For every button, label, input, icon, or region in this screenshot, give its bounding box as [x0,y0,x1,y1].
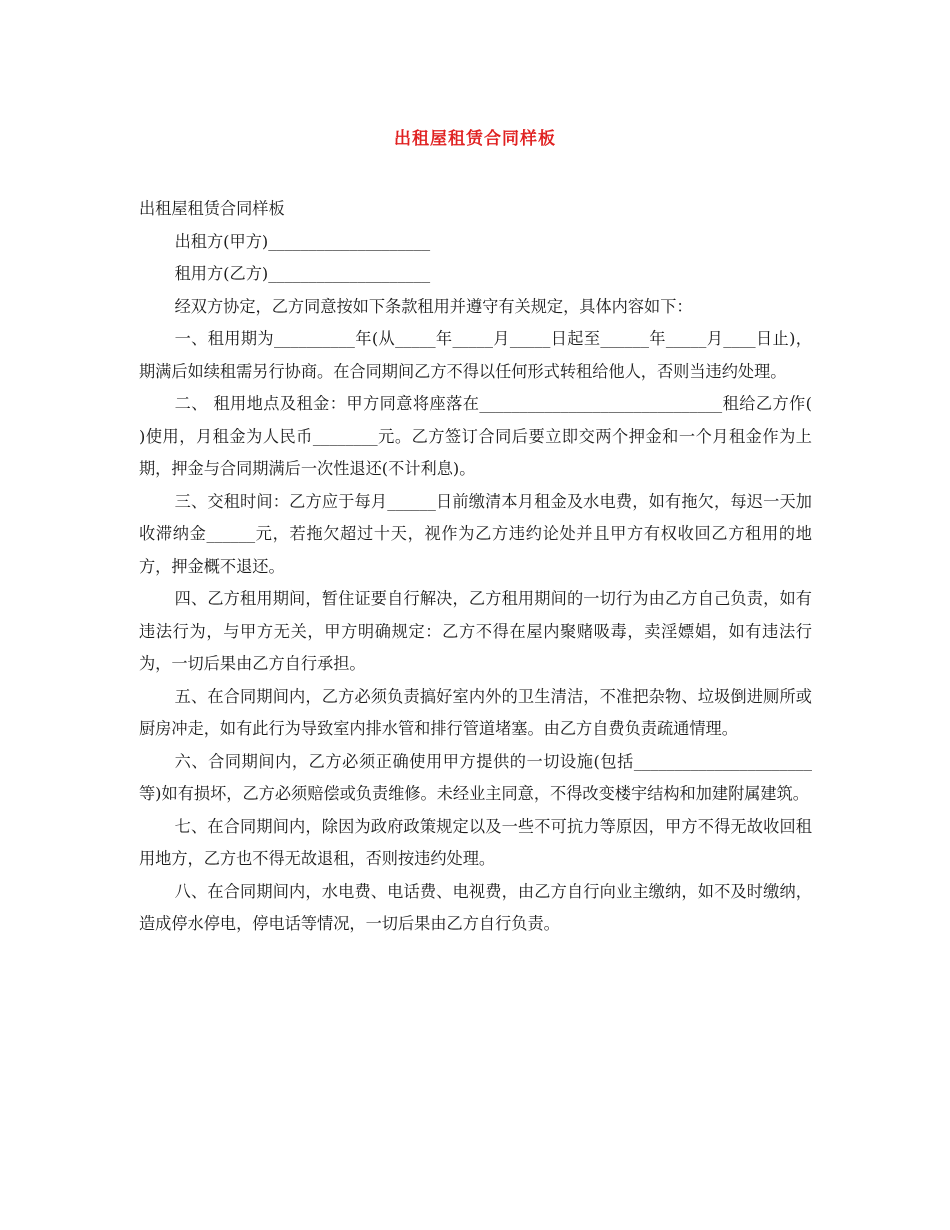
lessor-line: 出租方(甲方)____________________ [174,231,431,251]
clause-2: 二、 租用地点及租金：甲方同意将座落在______________________________租给乙方作( )使用，月租金为人民币________元。乙方签订合同后要立即交两个押金和一个月租金作为上期，押金与合同期满后一次性退还(不计利息)。 [139,394,812,478]
clause-1: 一、租用期为__________年(从_____年_____月_____日起至______年_____月____日止)，期满后如续租需另行协商。在合同期间乙方不得以任何形式转租给他人，否则当违约处理。 [139,329,812,381]
intro-paragraph: 经双方协定，乙方同意按如下条款租用并遵守有关规定，具体内容如下： [174,296,693,316]
clause-3: 三、交租时间：乙方应于每月______日前缴清本月租金及水电费，如有拖欠，每迟一天加收滞纳金______元，若拖欠超过十天，视作为乙方违约论处并且甲方有权收回乙方租用的地方，押金概不退还。 [139,491,812,576]
clause-6: 六、合同期间内，乙方必须正确使用甲方提供的一切设施(包括______________________等)如有损坏，乙方必须赔偿或负责维修。未经业主同意，不得改变楼宇结构和加建附属建筑。 [139,751,812,803]
document-subtitle: 出租屋租赁合同样板 [139,199,285,218]
lessee-line: 租用方(乙方)____________________ [174,264,431,283]
clause-4: 四、乙方租用期间，暂住证要自行解决，乙方租用期间的一切行为由乙方自己负责，如有违法行为，与甲方无关，甲方明确规定：乙方不得在屋内聚赌吸毒，卖淫嫖娼，如有违法行为，一切后果由乙方自行承担。 [139,589,812,673]
clause-8: 八、在合同期间内，水电费、电话费、电视费，由乙方自行向业主缴纳，如不及时缴纳，造成停水停电，停电话等情况，一切后果由乙方自行负责。 [139,881,812,933]
clause-7: 七、在合同期间内，除因为政府政策规定以及一些不可抗力等原因，甲方不得无故收回租用地方，乙方也不得无故退租，否则按违约处理。 [139,816,812,868]
document-body [139,193,812,941]
clause-5: 五、在合同期间内，乙方必须负责搞好室内外的卫生清洁，不准把杂物、垃圾倒进厕所或厨房冲走，如有此行为导致室内排水管和排行管道堵塞。由乙方自费负责疏通情理。 [139,686,812,738]
document-title: 出租屋租赁合同样板 [394,129,556,149]
